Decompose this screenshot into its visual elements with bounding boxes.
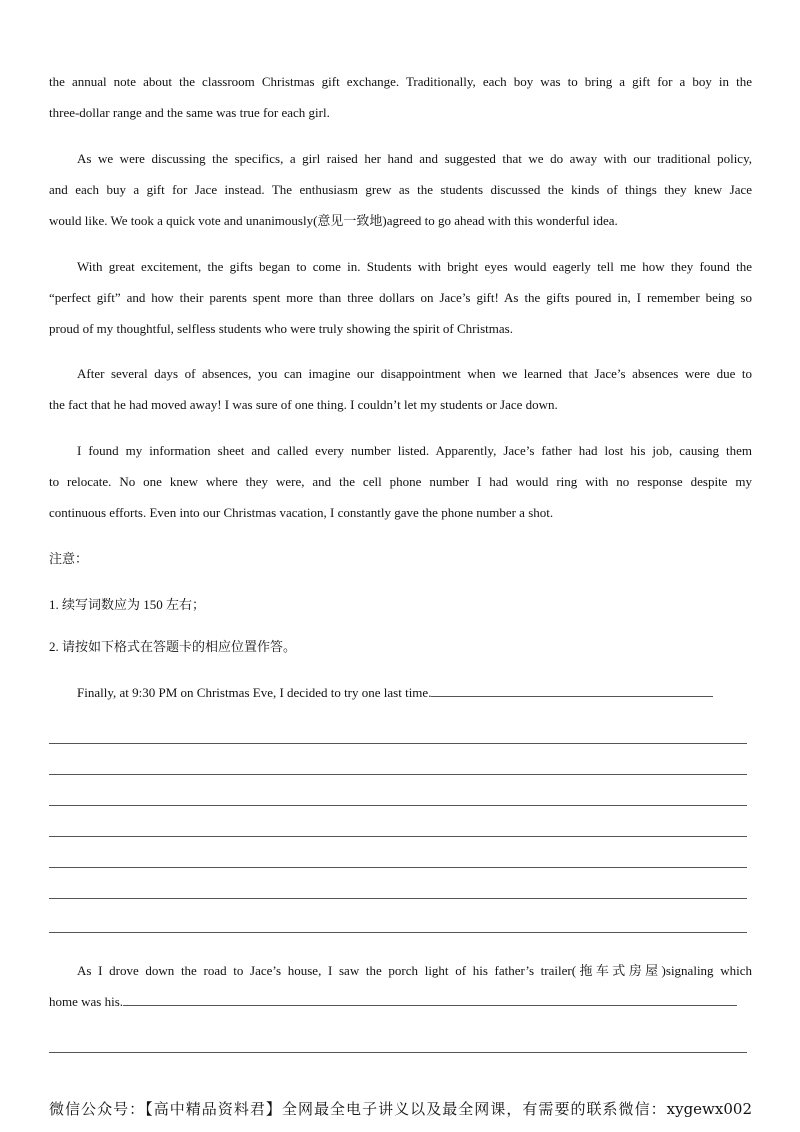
writing-line-8[interactable] xyxy=(49,1052,747,1053)
writing-line-4[interactable] xyxy=(49,836,747,837)
p3-line-2: “perfect gift” and how their parents spent more than three dollars on Jace’s gift! As the gifts poured in, I remember being so xyxy=(49,290,752,305)
answer-prompt-1-text: Finally, at 9:30 PM on Christmas Eve, I decided to try one last time. xyxy=(77,685,432,700)
writing-line-6[interactable] xyxy=(49,898,747,899)
answer-blank-line-2[interactable] xyxy=(123,1004,737,1006)
notes-item-1: 1. 续写词数应为 150 左右； xyxy=(49,597,206,612)
footer-watermark-text: 微信公众号：【高中精品资料君】全网最全电子讲义以及最全网课，有需要的联系微信：xygewx002 xyxy=(49,1100,752,1118)
writing-line-3[interactable] xyxy=(49,805,747,806)
p4-line-1: After several days of absences, you can imagine our disappointment when we learned that Jace’s absences were due to xyxy=(77,366,752,381)
p4-line-2: the fact that he had moved away! I was sure of one thing. I couldn’t let my students or Jace down. xyxy=(49,397,558,412)
writing-line-2[interactable] xyxy=(49,774,747,775)
p2-line-3: would like. We took a quick vote and unanimously(意见一致地)agreed to go ahead with this wonderful idea. xyxy=(49,213,618,228)
p1-line-2: three-dollar range and the same was true for each girl. xyxy=(49,105,330,120)
p5-line-2: to relocate. No one knew where they were, and the cell phone number I had would ring with no response despite my xyxy=(49,474,752,489)
answer-prompt-1 xyxy=(77,685,752,701)
notes-heading: 注意： xyxy=(49,551,89,566)
answer-prompt-2-text: home was his. xyxy=(49,994,124,1009)
p3-line-3: proud of my thoughtful, selfless students who were truly showing the spirit of Christmas. xyxy=(49,321,513,336)
p2-line-1: As we were discussing the specifics, a girl raised her hand and suggested that we do away with our traditional policy, xyxy=(77,151,752,166)
answer-prompt-2-line-2 xyxy=(49,994,752,1010)
writing-line-7[interactable] xyxy=(49,932,747,933)
p3-line-1: With great excitement, the gifts began to come in. Students with bright eyes would eagerly tell me how they found the xyxy=(77,259,752,274)
answer-blank-line[interactable] xyxy=(431,695,713,697)
p2-line-2: and each buy a gift for Jace instead. The enthusiasm grew as the students discussed the kinds of things they knew Jace xyxy=(49,182,752,197)
writing-line-1[interactable] xyxy=(49,743,747,744)
p5-line-1: I found my information sheet and called every number listed. Apparently, Jace’s father had lost his job, causing them xyxy=(77,443,752,458)
notes-item-2: 2. 请按如下格式在答题卡的相应位置作答。 xyxy=(49,639,297,654)
writing-line-5[interactable] xyxy=(49,867,747,868)
p1-line-1: the annual note about the classroom Christmas gift exchange. Traditionally, each boy was to bring a gift for a boy in the xyxy=(49,74,752,89)
answer-prompt-2-line-1: As I drove down the road to Jace’s house, I saw the porch light of his father’s trailer(拖车式房屋)signaling which xyxy=(77,963,752,978)
p5-line-3: continuous efforts. Even into our Christmas vacation, I constantly gave the phone number a shot. xyxy=(49,505,554,520)
